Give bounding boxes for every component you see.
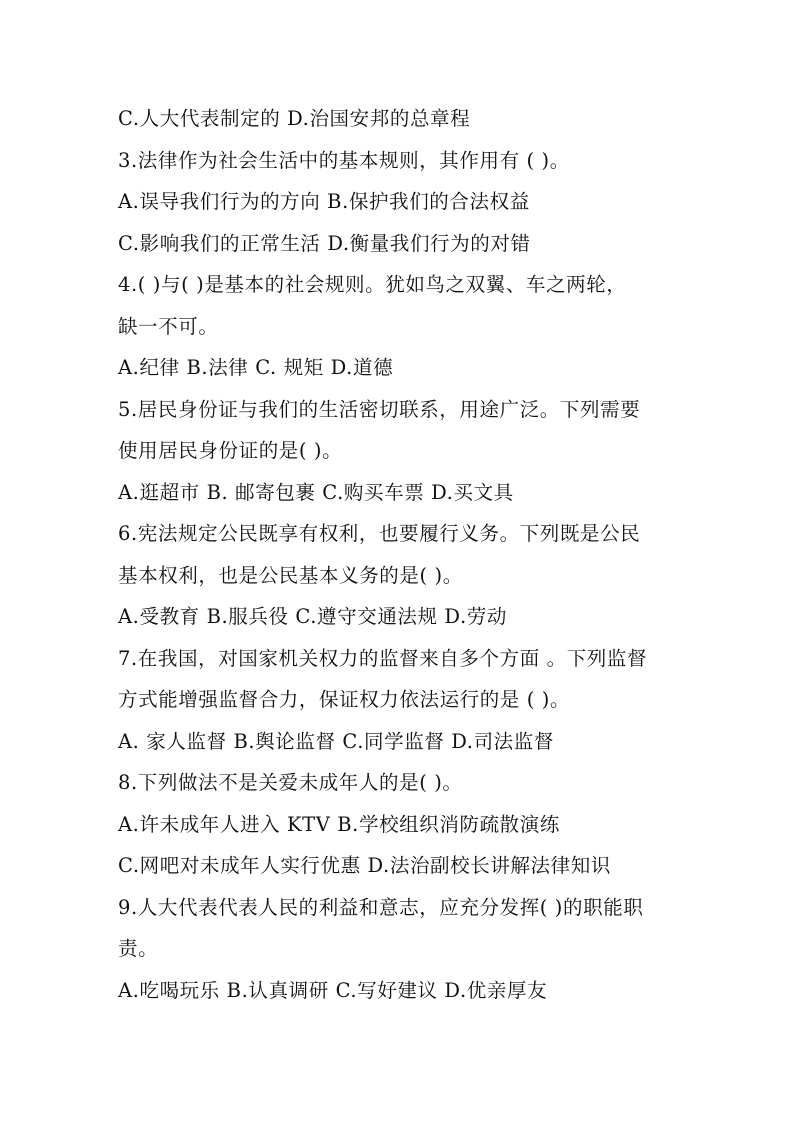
question-6-stem: 6.宪法规定公民既享有权利，也要履行义务。下列既是公民 — [118, 522, 641, 545]
question-4-stem: 4.( )与( )是基本的社会规则。犹如鸟之双翼、车之两轮， — [118, 273, 627, 296]
question-9-options: A.吃喝玩乐 B.认真调研 C.写好建议 D.优亲厚友 — [118, 978, 548, 1002]
question-8-stem: 8.下列做法不是关爱未成年人的是( )。 — [118, 771, 463, 794]
question-5-options: A.逛超市 B. 邮寄包裹 C.购买车票 D.买文具 — [118, 480, 514, 504]
question-5-stem: 5.居民身份证与我们的生活密切联系，用途广泛。下列需要 — [118, 397, 641, 421]
question-3-stem: 3.法律作为社会生活中的基本规则，其作用有 ( )。 — [118, 148, 570, 172]
question-6-options: A.受教育 B.服兵役 C.遵守交通法规 D.劳动 — [118, 605, 507, 628]
question-8-options-cd: C.网吧对未成年人实行优惠 D.法治副校长讲解法律知识 — [118, 854, 611, 877]
question-3-options-cd: C.影响我们的正常生活 D.衡量我们行为的对错 — [118, 231, 531, 255]
page-content — [118, 98, 678, 1011]
question-7-options: A. 家人监督 B.舆论监督 C.同学监督 D.司法监督 — [118, 729, 554, 753]
question-9-stem-cont: 责。 — [118, 937, 159, 960]
question-6-stem-cont: 基本权利，也是公民基本义务的是( )。 — [118, 563, 463, 587]
question-4-stem-cont: 缺一不可。 — [118, 314, 219, 338]
question-5-stem-cont: 使用居民身份证的是( )。 — [118, 439, 343, 462]
question-9-stem: 9.人大代表代表人民的利益和意志，应充分发挥( )的职能职 — [118, 895, 644, 919]
question-8-options-ab: A.许未成年人进入 KTV B.学校组织消防疏散演练 — [118, 812, 560, 836]
question-4-options: A.纪律 B.法律 C. 规矩 D.道德 — [118, 356, 394, 379]
question-7-stem: 7.在我国，对国家机关权力的监督来自多个方面 。下列监督 — [118, 646, 648, 670]
text-line: C.人大代表制定的 D.治国安邦的总章程 — [118, 107, 471, 130]
question-7-stem-cont: 方式能增强监督合力，保证权力依法运行的是 ( )。 — [118, 688, 571, 711]
question-3-options-ab: A.误导我们行为的方向 B.保护我们的合法权益 — [118, 190, 530, 213]
